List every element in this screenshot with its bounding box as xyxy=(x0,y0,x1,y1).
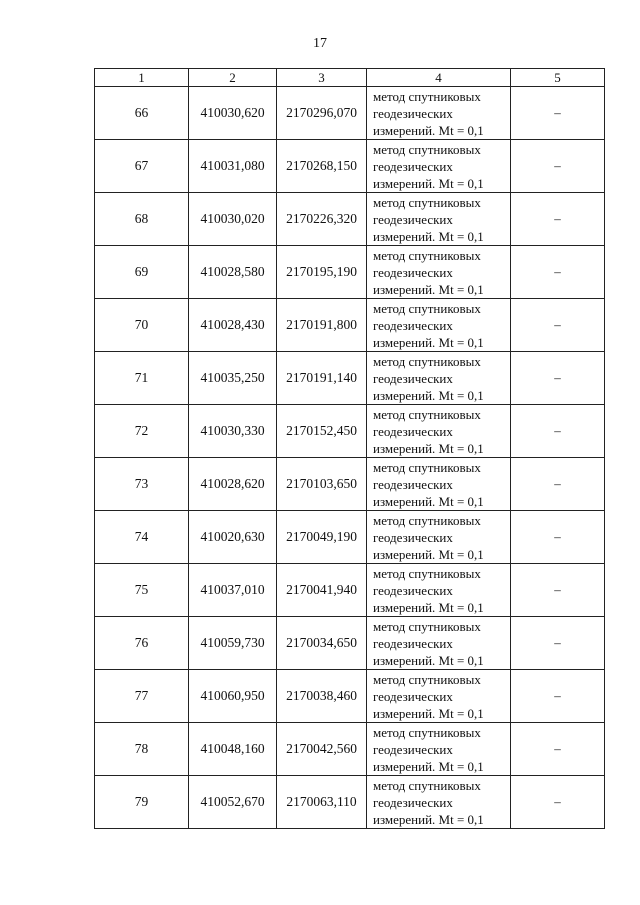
table-header-row xyxy=(95,69,605,87)
y-coordinate-cell: 2170195,190 xyxy=(277,246,367,299)
column-5-cell: – xyxy=(511,140,605,193)
x-coordinate-cell: 410028,580 xyxy=(189,246,277,299)
method-line: измерений. Mt = 0,1 xyxy=(373,705,484,721)
y-coordinate-cell: 2170191,800 xyxy=(277,299,367,352)
method-cell xyxy=(367,458,511,511)
x-coordinate-cell: 410048,160 xyxy=(189,723,277,776)
method-cell xyxy=(367,193,511,246)
column-5-cell: – xyxy=(511,246,605,299)
table-row xyxy=(95,511,605,564)
column-5-cell: – xyxy=(511,193,605,246)
table-row xyxy=(95,140,605,193)
x-coordinate-cell: 410030,020 xyxy=(189,193,277,246)
x-coordinate-cell: 410030,620 xyxy=(189,87,277,140)
table-row xyxy=(95,405,605,458)
y-coordinate-cell: 2170042,560 xyxy=(277,723,367,776)
method-cell xyxy=(367,140,511,193)
method-cell xyxy=(367,670,511,723)
method-line: измерений. Mt = 0,1 xyxy=(373,811,484,827)
x-coordinate-cell: 410031,080 xyxy=(189,140,277,193)
method-line: измерений. Mt = 0,1 xyxy=(373,440,484,456)
method-line: геодезических xyxy=(373,741,453,757)
method-line: геодезических xyxy=(373,582,453,598)
method-line: метод спутниковых xyxy=(373,777,481,793)
method-cell xyxy=(367,564,511,617)
table-row xyxy=(95,299,605,352)
method-line: измерений. Mt = 0,1 xyxy=(373,652,484,668)
method-line: метод спутниковых xyxy=(373,88,481,104)
column-5-cell: – xyxy=(511,458,605,511)
column-5-cell: – xyxy=(511,723,605,776)
method-line: геодезических xyxy=(373,211,453,227)
method-line: измерений. Mt = 0,1 xyxy=(373,546,484,562)
table-row xyxy=(95,670,605,723)
table-body xyxy=(95,87,605,829)
method-line: метод спутниковых xyxy=(373,300,481,316)
point-number-cell: 70 xyxy=(95,299,189,352)
method-line: измерений. Mt = 0,1 xyxy=(373,758,484,774)
method-line: метод спутниковых xyxy=(373,141,481,157)
column-header-2: 2 xyxy=(189,69,277,87)
x-coordinate-cell: 410028,620 xyxy=(189,458,277,511)
point-number-cell: 73 xyxy=(95,458,189,511)
method-line: измерений. Mt = 0,1 xyxy=(373,387,484,403)
table-row xyxy=(95,564,605,617)
y-coordinate-cell: 2170103,650 xyxy=(277,458,367,511)
point-number-cell: 69 xyxy=(95,246,189,299)
coordinates-table xyxy=(94,68,605,829)
x-coordinate-cell: 410035,250 xyxy=(189,352,277,405)
method-line: измерений. Mt = 0,1 xyxy=(373,334,484,350)
method-line: метод спутниковых xyxy=(373,353,481,369)
method-line: метод спутниковых xyxy=(373,406,481,422)
column-5-cell: – xyxy=(511,352,605,405)
method-line: метод спутниковых xyxy=(373,459,481,475)
method-line: измерений. Mt = 0,1 xyxy=(373,493,484,509)
column-header-1: 1 xyxy=(95,69,189,87)
method-line: геодезических xyxy=(373,476,453,492)
method-cell xyxy=(367,246,511,299)
point-number-cell: 71 xyxy=(95,352,189,405)
column-header-3: 3 xyxy=(277,69,367,87)
method-line: метод спутниковых xyxy=(373,247,481,263)
column-5-cell: – xyxy=(511,776,605,829)
y-coordinate-cell: 2170191,140 xyxy=(277,352,367,405)
page-number: 17 xyxy=(313,36,327,51)
method-cell xyxy=(367,405,511,458)
table-row xyxy=(95,193,605,246)
x-coordinate-cell: 410060,950 xyxy=(189,670,277,723)
x-coordinate-cell: 410020,630 xyxy=(189,511,277,564)
method-line: метод спутниковых xyxy=(373,512,481,528)
x-coordinate-cell: 410052,670 xyxy=(189,776,277,829)
point-number-cell: 78 xyxy=(95,723,189,776)
method-line: метод спутниковых xyxy=(373,194,481,210)
method-line: геодезических xyxy=(373,794,453,810)
method-line: геодезических xyxy=(373,370,453,386)
x-coordinate-cell: 410030,330 xyxy=(189,405,277,458)
method-line: метод спутниковых xyxy=(373,724,481,740)
method-line: метод спутниковых xyxy=(373,618,481,634)
y-coordinate-cell: 2170041,940 xyxy=(277,564,367,617)
column-5-cell: – xyxy=(511,670,605,723)
method-line: измерений. Mt = 0,1 xyxy=(373,599,484,615)
method-cell xyxy=(367,776,511,829)
column-5-cell: – xyxy=(511,299,605,352)
column-5-cell: – xyxy=(511,617,605,670)
point-number-cell: 66 xyxy=(95,87,189,140)
point-number-cell: 77 xyxy=(95,670,189,723)
x-coordinate-cell: 410028,430 xyxy=(189,299,277,352)
method-cell xyxy=(367,87,511,140)
column-5-cell: – xyxy=(511,564,605,617)
method-line: геодезических xyxy=(373,158,453,174)
method-line: измерений. Mt = 0,1 xyxy=(373,281,484,297)
method-line: измерений. Mt = 0,1 xyxy=(373,228,484,244)
method-cell xyxy=(367,511,511,564)
table-row xyxy=(95,723,605,776)
table-row xyxy=(95,458,605,511)
method-line: измерений. Mt = 0,1 xyxy=(373,175,484,191)
column-header-5: 5 xyxy=(511,69,605,87)
method-line: геодезических xyxy=(373,635,453,651)
x-coordinate-cell: 410059,730 xyxy=(189,617,277,670)
method-cell xyxy=(367,299,511,352)
point-number-cell: 72 xyxy=(95,405,189,458)
method-line: геодезических xyxy=(373,317,453,333)
y-coordinate-cell: 2170063,110 xyxy=(277,776,367,829)
point-number-cell: 75 xyxy=(95,564,189,617)
point-number-cell: 74 xyxy=(95,511,189,564)
method-cell xyxy=(367,352,511,405)
point-number-cell: 79 xyxy=(95,776,189,829)
method-line: геодезических xyxy=(373,529,453,545)
method-line: геодезических xyxy=(373,264,453,280)
y-coordinate-cell: 2170296,070 xyxy=(277,87,367,140)
method-cell xyxy=(367,723,511,776)
column-header-4: 4 xyxy=(367,69,511,87)
table-row xyxy=(95,246,605,299)
x-coordinate-cell: 410037,010 xyxy=(189,564,277,617)
point-number-cell: 76 xyxy=(95,617,189,670)
method-line: метод спутниковых xyxy=(373,565,481,581)
method-line: метод спутниковых xyxy=(373,671,481,687)
method-line: геодезических xyxy=(373,688,453,704)
y-coordinate-cell: 2170038,460 xyxy=(277,670,367,723)
method-cell xyxy=(367,617,511,670)
table-row xyxy=(95,776,605,829)
y-coordinate-cell: 2170152,450 xyxy=(277,405,367,458)
column-5-cell: – xyxy=(511,511,605,564)
y-coordinate-cell: 2170226,320 xyxy=(277,193,367,246)
y-coordinate-cell: 2170034,650 xyxy=(277,617,367,670)
method-line: геодезических xyxy=(373,423,453,439)
column-5-cell: – xyxy=(511,87,605,140)
column-5-cell: – xyxy=(511,405,605,458)
method-line: геодезических xyxy=(373,105,453,121)
y-coordinate-cell: 2170049,190 xyxy=(277,511,367,564)
table-row xyxy=(95,87,605,140)
table-row xyxy=(95,617,605,670)
method-line: измерений. Mt = 0,1 xyxy=(373,122,484,138)
y-coordinate-cell: 2170268,150 xyxy=(277,140,367,193)
point-number-cell: 68 xyxy=(95,193,189,246)
point-number-cell: 67 xyxy=(95,140,189,193)
table-row xyxy=(95,352,605,405)
